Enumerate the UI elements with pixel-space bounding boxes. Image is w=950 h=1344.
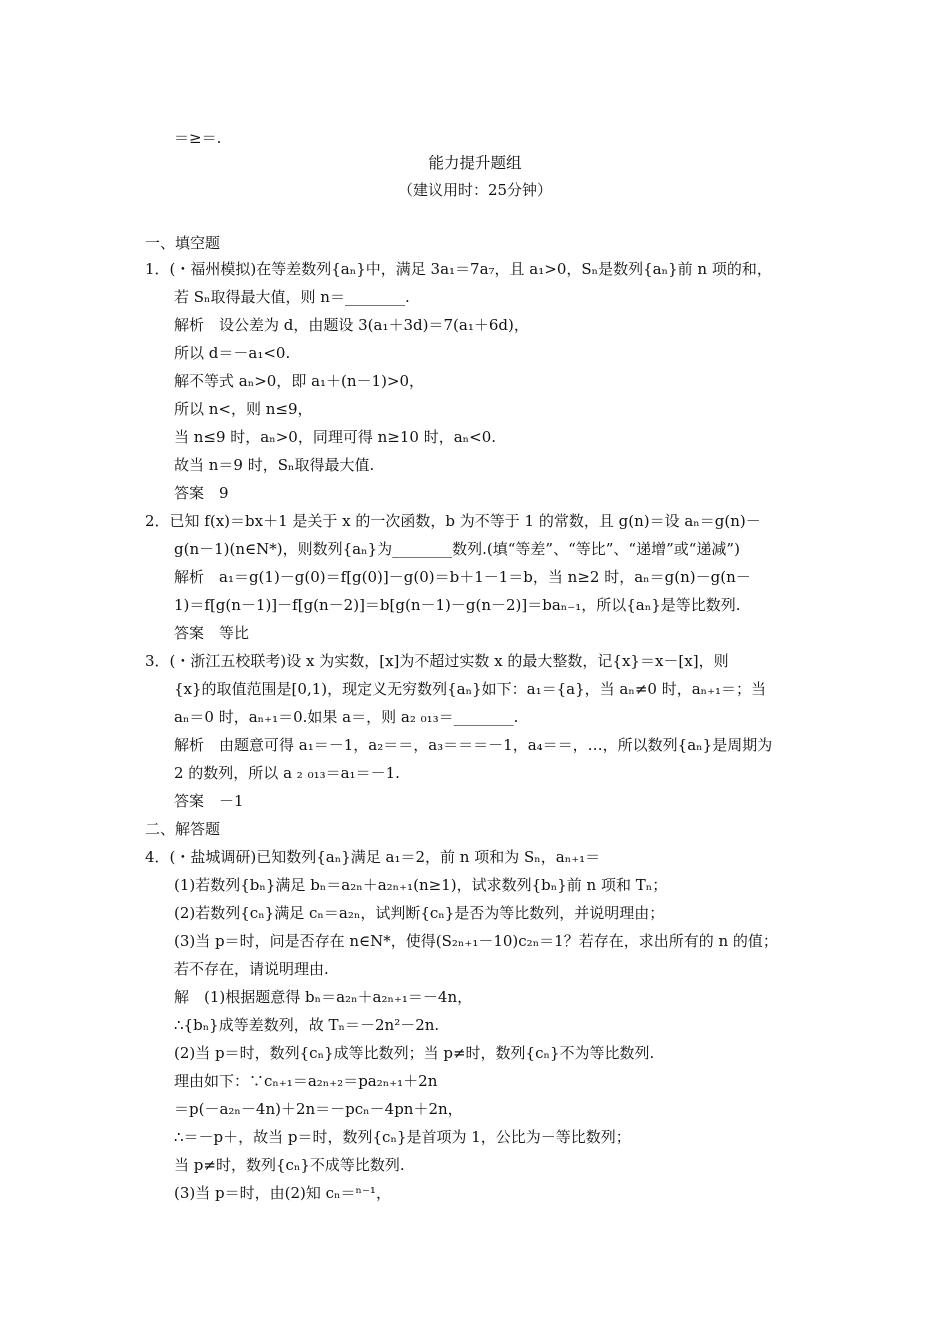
solution-4-line-8: (3)当 p＝时，由(2)知 cₙ＝ⁿ⁻¹， xyxy=(174,1184,391,1202)
problem-4-line-1: 4．(・盐城调研)已知数列{aₙ}满足 a₁＝2，前 n 项和为 Sₙ，aₙ₊₁＝ xyxy=(145,848,601,866)
problem-3-line-2: {x}的取值范围是[0,1)，现定义无穷数列{aₙ}如下：a₁＝{a}，当 aₙ≠0 时，aₙ₊₁＝；当 xyxy=(174,680,767,698)
solution-2-line-2: 1)＝f[g(n－1)]－f[g(n－2)]＝b[g(n－1)－g(n－2)]＝baₙ₋₁，所以{aₙ}是等比数列. xyxy=(174,596,741,614)
solution-4-line-6: ∴＝－p＋，故当 p＝时，数列{cₙ}是首项为 1，公比为－等比数列； xyxy=(174,1128,631,1146)
problem-1-line-1: 1．(・福州模拟)在等差数列{aₙ}中，满足 3a₁＝7a₇，且 a₁>0，Sₙ是数列{aₙ}前 n 项的和， xyxy=(145,260,772,278)
problem-3-line-3: aₙ＝0 时，aₙ₊₁＝0.如果 a＝，则 a₂ ₀₁₃＝________. xyxy=(174,708,519,726)
solution-4-line-2: ∴{bₙ}成等差数列，故 Tₙ＝－2n²－2n. xyxy=(174,1016,440,1034)
answer-3: 答案 －1 xyxy=(174,792,244,810)
solution-3-line-2: 2 的数列，所以 a ₂ ₀₁₃＝a₁＝－1. xyxy=(174,764,400,782)
heading-fill-in: 一、填空题 xyxy=(145,234,221,252)
solution-4-line-5: ＝p(－a₂ₙ－4n)＋2n＝－pcₙ－4pn＋2n， xyxy=(174,1100,463,1118)
solution-2-line-1: 解析 a₁＝g(1)－g(0)＝f[g(0)]－g(0)＝b＋1－1＝b，当 n≥2 时，aₙ＝g(n)－g(n－ xyxy=(174,568,751,586)
solution-1-line-5: 当 n≤9 时，aₙ>0，同理可得 n≥10 时，aₙ<0. xyxy=(174,428,497,446)
solution-1-line-4: 所以 n<，则 n≤9， xyxy=(174,400,313,418)
problem-2-line-1: 2．已知 f(x)＝bx＋1 是关于 x 的一次函数，b 为不等于 1 的常数，且 g(n)＝设 aₙ＝g(n)－ xyxy=(145,512,761,530)
problem-4-part-3: (3)当 p＝时，问是否存在 n∈N*，使得(S₂ₙ₊₁－10)c₂ₙ＝1？若存在，求出所有的 n 的值； xyxy=(174,932,778,950)
solution-1-line-6: 故当 n＝9 时，Sₙ取得最大值. xyxy=(174,456,375,474)
solution-1-line-1: 解析 设公差为 d，由题设 3(a₁＋3d)＝7(a₁＋6d)， xyxy=(174,316,529,334)
solution-4-line-7: 当 p≠时，数列{cₙ}不成等比数列. xyxy=(174,1156,405,1174)
problem-3-line-1: 3．(・浙江五校联考)设 x 为实数，[x]为不超过实数 x 的最大整数，记{x}＝x－[x]，则 xyxy=(145,652,729,670)
solution-4-line-3: (2)当 p＝时，数列{cₙ}成等比数列；当 p≠时，数列{cₙ}不为等比数列. xyxy=(174,1044,655,1062)
problem-1-line-2: 若 Sₙ取得最大值，则 n＝________. xyxy=(174,288,410,306)
section-title: 能力提升题组 xyxy=(428,154,522,172)
solution-1-line-3: 解不等式 aₙ>0，即 a₁＋(n－1)>0， xyxy=(174,372,425,390)
problem-4-part-2: (2)若数列{cₙ}满足 cₙ＝a₂ₙ，试判断{cₙ}是否为等比数列，并说明理由； xyxy=(174,904,665,922)
solution-1-line-2: 所以 d＝－a₁<0. xyxy=(174,344,291,362)
problem-2-line-2: g(n－1)(n∈N*)，则数列{aₙ}为________数列.(填“等差”、“等比”、“递增”或“递减”) xyxy=(174,540,740,558)
solution-3-line-1: 解析 由题意可得 a₁＝－1，a₂＝＝，a₃＝＝＝－1，a₄＝＝，…，所以数列{aₙ}是周期为 xyxy=(174,736,773,754)
solution-4-line-4: 理由如下：∵cₙ₊₁＝a₂ₙ₊₂＝pa₂ₙ₊₁＋2n xyxy=(174,1072,438,1090)
problem-4-part-1: (1)若数列{bₙ}满足 bₙ＝a₂ₙ＋a₂ₙ₊₁(n≥1)，试求数列{bₙ}前 n 项和 Tₙ； xyxy=(174,876,668,894)
heading-solve: 二、解答题 xyxy=(145,820,221,838)
carryover-line: ＝≥＝. xyxy=(174,129,222,147)
problem-4-part-3-cont: 若不存在，请说明理由. xyxy=(174,960,329,978)
answer-2: 答案 等比 xyxy=(174,624,250,642)
time-hint: （建议用时：25分钟） xyxy=(397,181,553,199)
answer-1: 答案 9 xyxy=(174,484,229,502)
solution-4-line-1: 解 (1)根据题意得 bₙ＝a₂ₙ＋a₂ₙ₊₁＝－4n， xyxy=(174,988,473,1006)
